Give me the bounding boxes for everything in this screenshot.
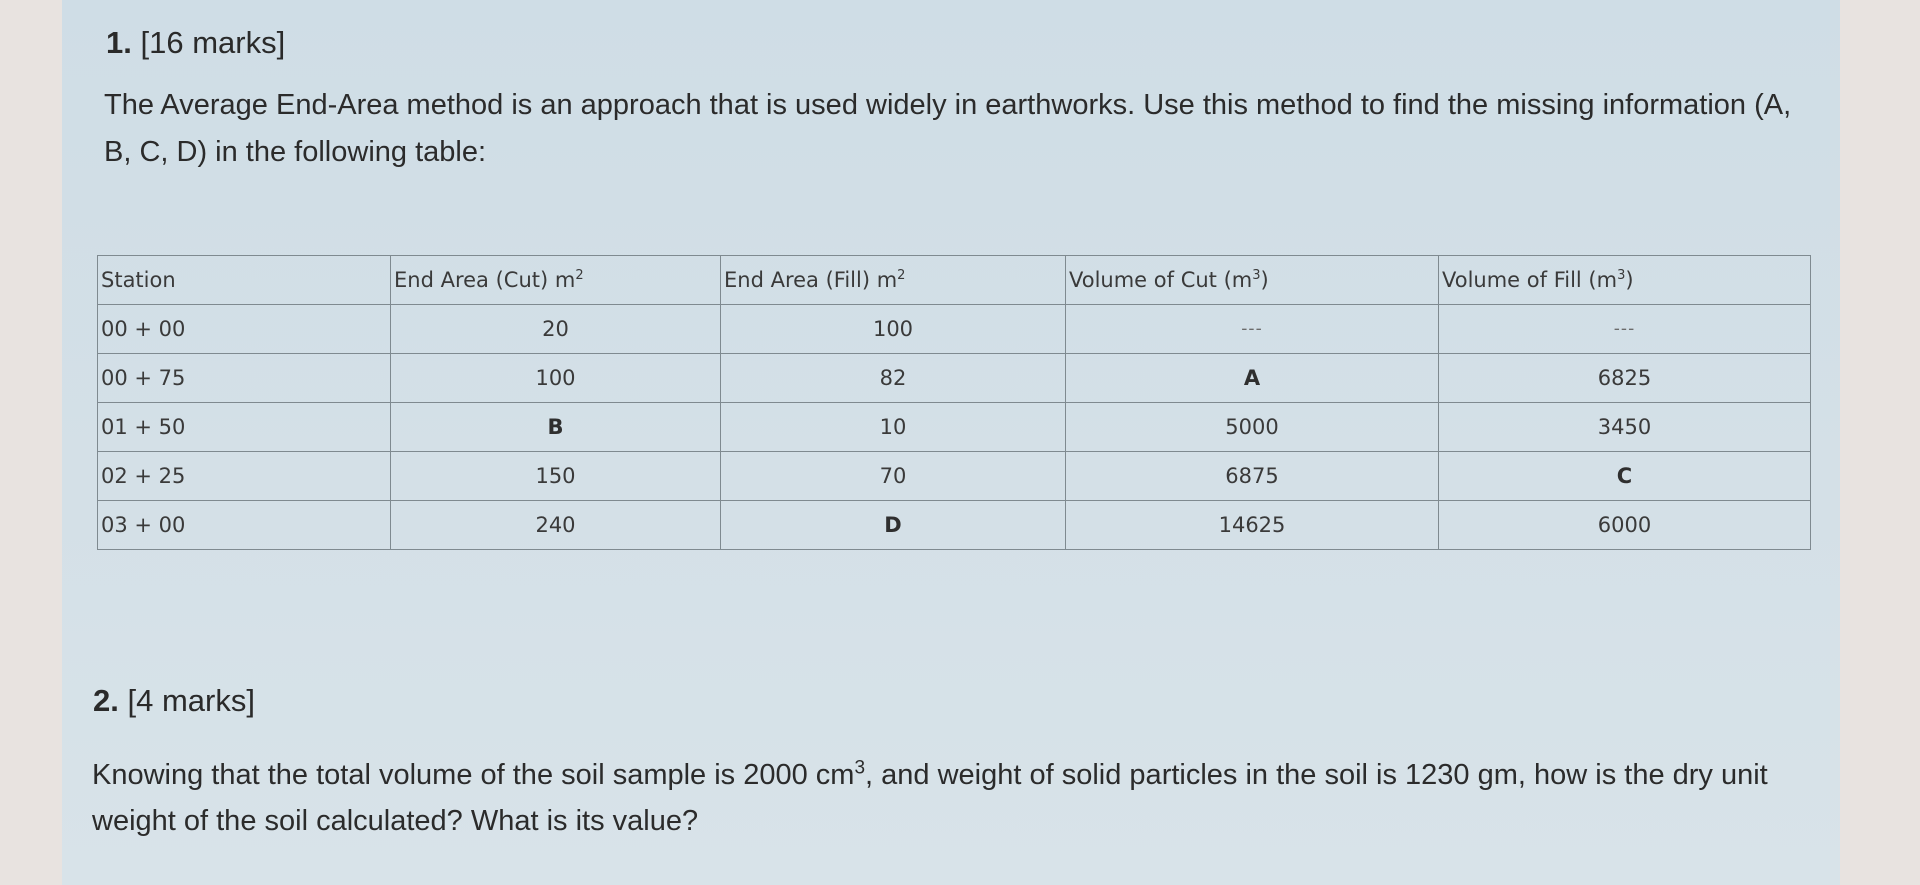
question-1-number: 1. [106, 25, 132, 60]
station-cell: 02 + 25 [98, 452, 391, 501]
header-end-area-cut: End Area (Cut) $m^2$ [391, 256, 721, 305]
end-area-cut-cell: 20 [391, 305, 721, 354]
table-row [98, 452, 1811, 501]
question-2-heading [93, 683, 255, 719]
earthwork-table [97, 255, 1811, 550]
end-area-cut-cell: B [391, 403, 721, 452]
station-cell: 00 + 00 [98, 305, 391, 354]
volume-fill-cell: C [1439, 452, 1811, 501]
header-station: Station [98, 256, 391, 305]
end-area-cut-cell: 150 [391, 452, 721, 501]
volume-fill-cell: --- [1439, 305, 1811, 354]
end-area-fill-cell: 70 [721, 452, 1066, 501]
question-2-text: Knowing that the total volume of the soil sample is 2000 $cm^3$, and weight of solid particles in the soil is 1230 gm, how is the dry unit weight of the soil calculated? What is its value? [92, 757, 1768, 837]
question-1-marks: [16 marks] [140, 25, 286, 60]
end-area-fill-cell: 10 [721, 403, 1066, 452]
volume-fill-cell: 6825 [1439, 354, 1811, 403]
end-area-fill-cell: 82 [721, 354, 1066, 403]
header-volume-cut: Volume of Cut $(m^3)$ [1066, 256, 1439, 305]
station-cell: 00 + 75 [98, 354, 391, 403]
station-cell: 01 + 50 [98, 403, 391, 452]
volume-cut-cell: 5000 [1066, 403, 1439, 452]
question-2-marks: [4 marks] [127, 683, 255, 718]
header-volume-fill: Volume of Fill $(m^3)$ [1439, 256, 1811, 305]
station-cell: 03 + 00 [98, 501, 391, 550]
question-1-text: The Average End-Area method is an approach that is used widely in earthworks. Use this method to find the missing information (A, B, C, D) in the following table: [104, 89, 1792, 168]
question-1-heading [106, 25, 285, 61]
table-row [98, 501, 1811, 550]
table-row [98, 354, 1811, 403]
volume-cut-cell: A [1066, 354, 1439, 403]
end-area-cut-cell: 100 [391, 354, 721, 403]
header-end-area-fill: End Area (Fill) $m^2$ [721, 256, 1066, 305]
volume-fill-cell: 6000 [1439, 501, 1811, 550]
end-area-fill-cell: 100 [721, 305, 1066, 354]
table-header-row [98, 256, 1811, 305]
table-row [98, 403, 1811, 452]
question-2-number: 2. [93, 683, 119, 718]
end-area-cut-cell: 240 [391, 501, 721, 550]
volume-cut-cell: --- [1066, 305, 1439, 354]
volume-fill-cell: 3450 [1439, 403, 1811, 452]
volume-cut-cell: 14625 [1066, 501, 1439, 550]
table-row [98, 305, 1811, 354]
volume-cut-cell: 6875 [1066, 452, 1439, 501]
end-area-fill-cell: D [721, 501, 1066, 550]
